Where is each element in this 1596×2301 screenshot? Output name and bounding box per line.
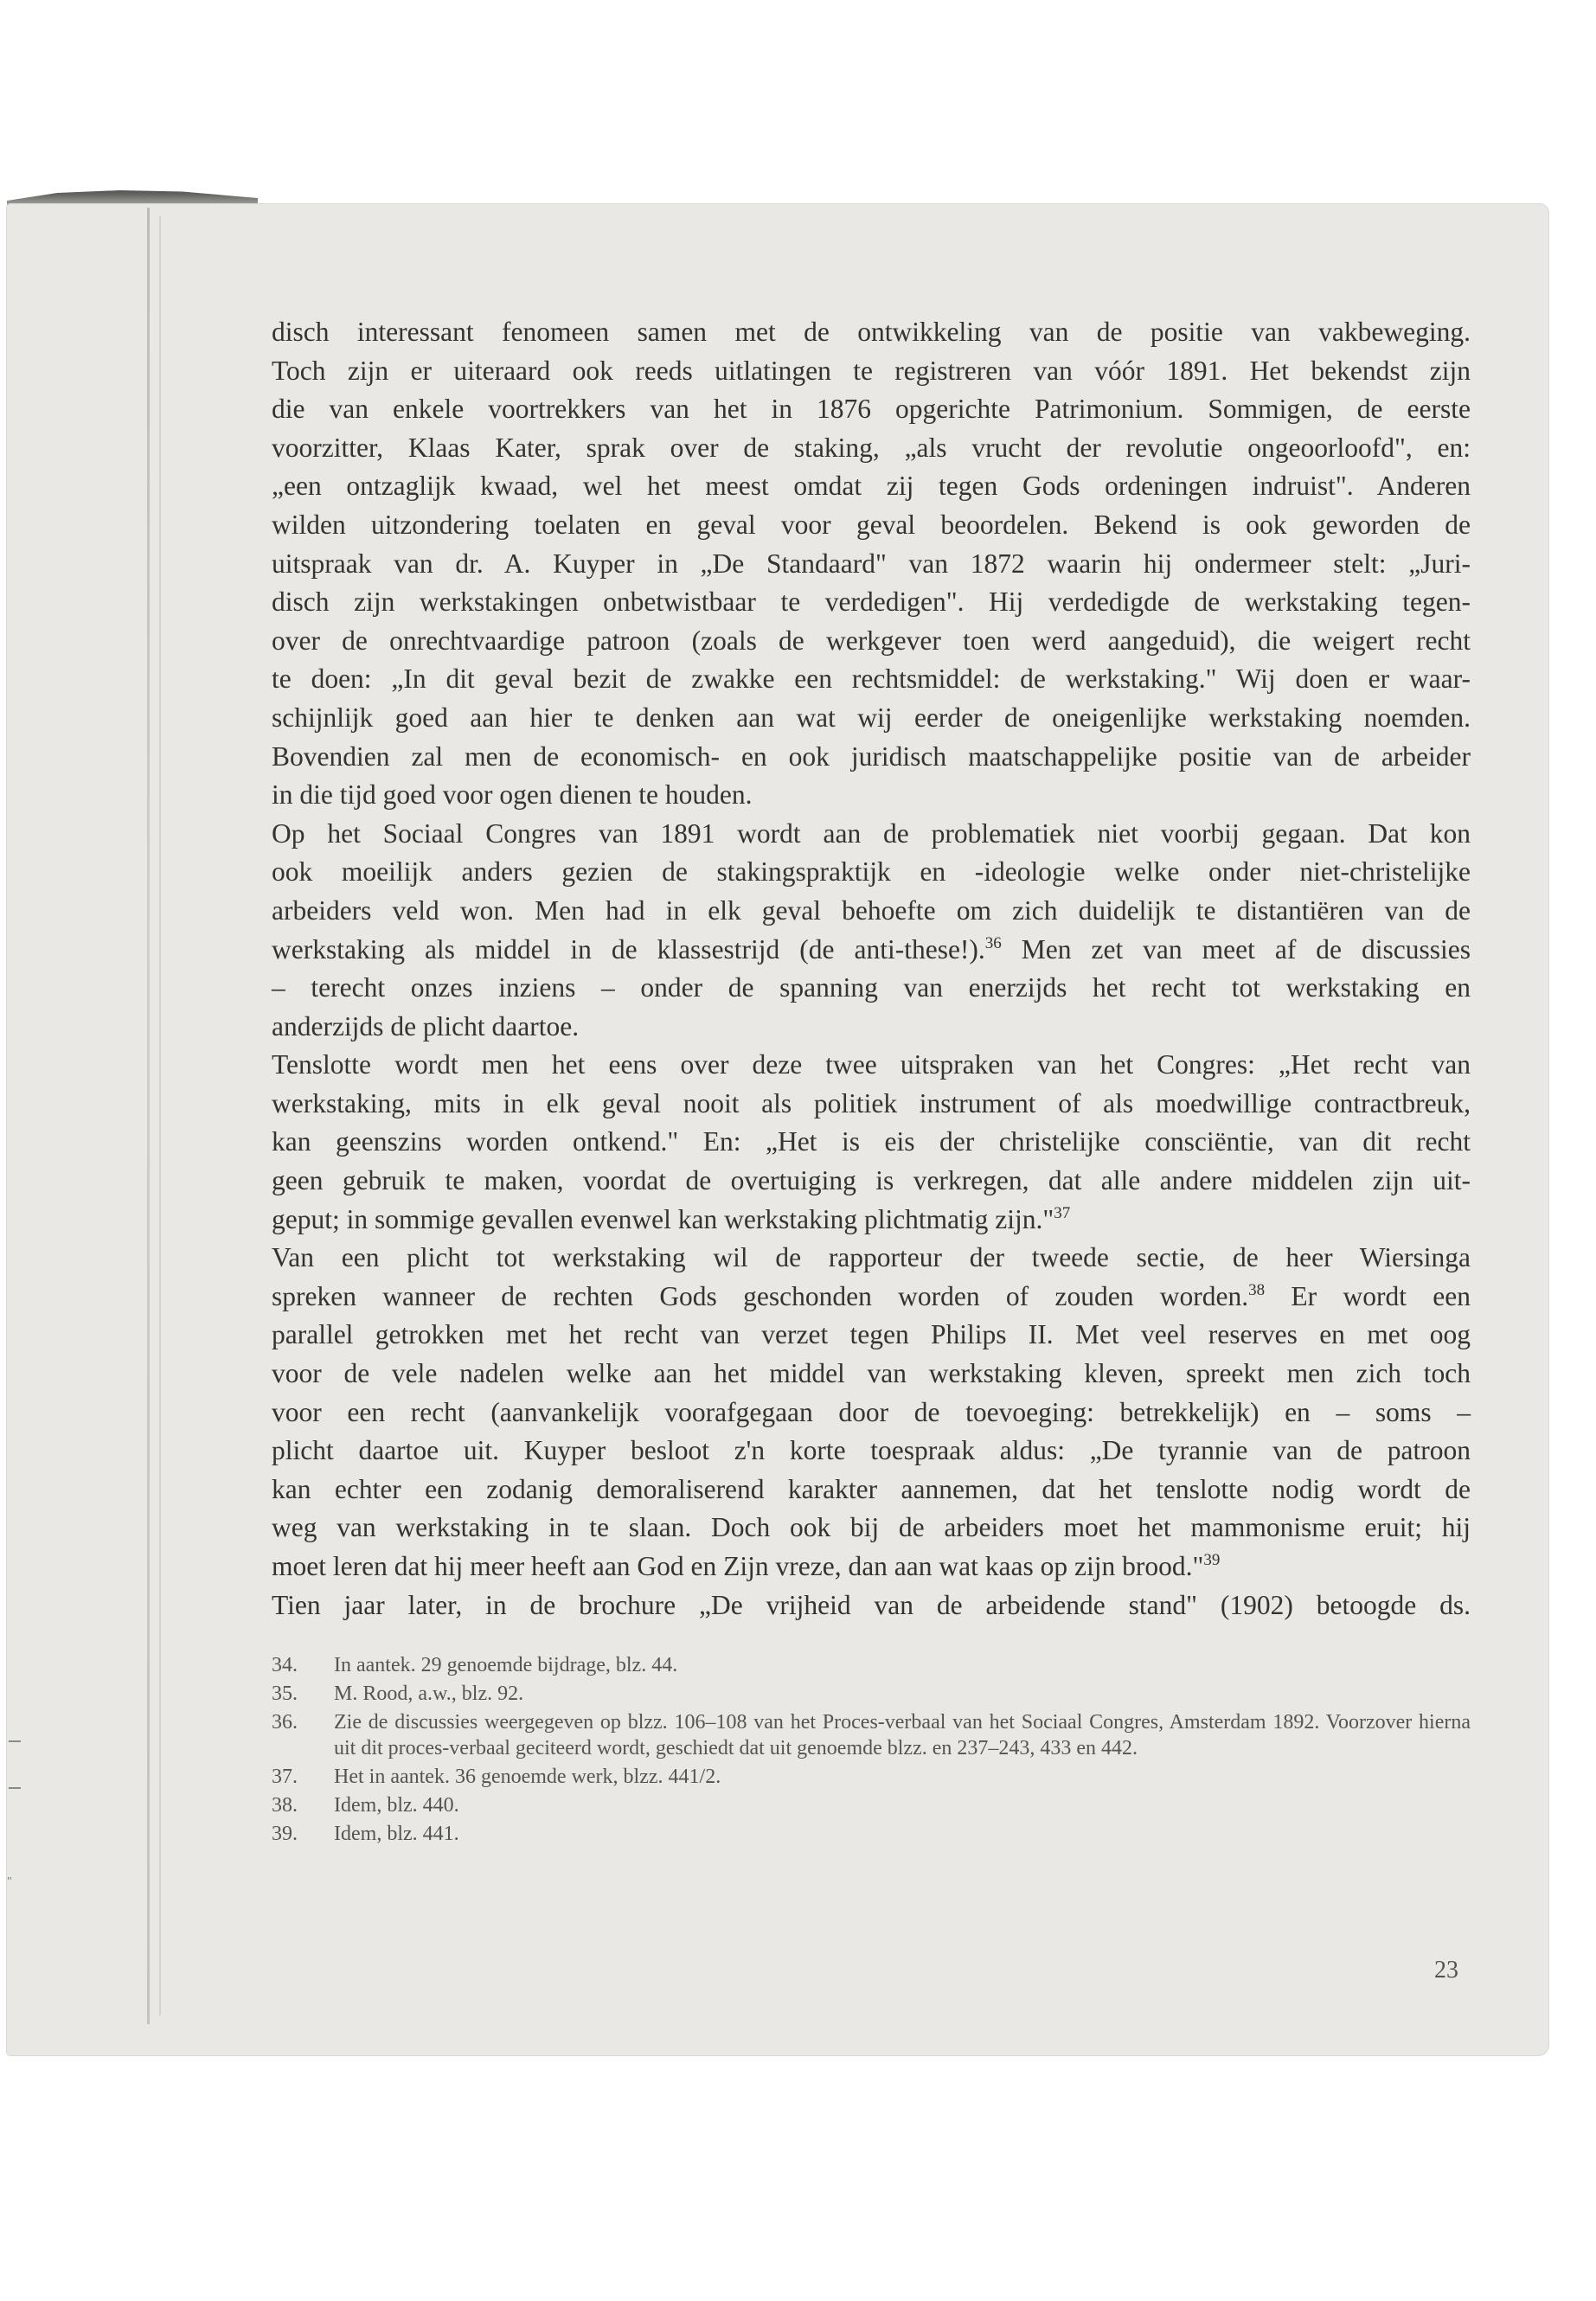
text-line: geen gebruik te maken, voordat de overtuiging is verkregen, dat alle andere middelen zijn uit-: [272, 1165, 1471, 1196]
text-line: schijnlijk goed aan hier te denken aan wat wij eerder de oneigenlijke werkstaking noemden.: [272, 702, 1471, 733]
footnote-36: [272, 1709, 1471, 1761]
margin-mark: ": [7, 1875, 12, 1888]
margin-tick: [9, 1740, 21, 1742]
text-line: anderzijds de plicht daartoe.: [272, 1010, 580, 1042]
text-line: die van enkele voortrekkers van het in 1876 opgerichte Patrimonium. Sommigen, de eerste: [272, 394, 1471, 425]
text-line: [272, 1278, 1471, 1317]
footnotes: [272, 1652, 1471, 1849]
text-segment: Er wordt een: [1265, 1280, 1471, 1311]
text-line: kan echter een zodanig demoraliserend karakter aannemen, dat het tenslotte nodig wordt de: [272, 1473, 1471, 1504]
footnote-number: 35.: [272, 1682, 298, 1705]
footnote-34: [272, 1652, 1471, 1678]
text-line: [272, 931, 1471, 970]
text-segment: Men zet van meet af de discussies: [1001, 933, 1471, 965]
footnote-number: 34.: [272, 1654, 298, 1676]
text-line: disch interessant fenomeen samen met de ontwikkeling van de positie van vakbeweging.: [272, 317, 1471, 347]
text-line: – terecht onzes inziens – onder de spanning van enerzijds het recht tot werkstaking en: [272, 972, 1471, 1003]
footnote-37: [272, 1764, 1471, 1790]
text-line: ook moeilijk anders gezien de stakingspraktijk en -ideologie welke onder niet-christelijke: [272, 856, 1471, 888]
text-line: in die tijd goed voor ogen dienen te houden.: [272, 779, 753, 811]
footnote-text: Het in aantek. 36 genoemde werk, blzz. 441/2.: [334, 1766, 721, 1788]
text-line: Tenslotte wordt men het eens over deze twee uitspraken van het Congres: „Het recht van: [272, 1049, 1471, 1080]
margin-tick: [9, 1787, 21, 1789]
text-line: Toch zijn er uiteraard ook reeds uitlatingen te registreren van vóór 1891. Het bekendst zijn: [272, 355, 1471, 386]
text-line: werkstaking, mits in elk geval nooit als politiek instrument of als moedwillige contractbreuk,: [272, 1087, 1471, 1118]
text-line: [272, 1548, 1471, 1586]
text-segment: geput; in sommige gevallen evenwel kan werkstaking plichtmatig zijn.": [272, 1203, 1054, 1234]
text-line: [272, 1201, 1471, 1240]
text-segment: spreken wanneer de rechten Gods geschonden worden of zouden worden.: [272, 1280, 1249, 1311]
text-line: over de onrechtvaardige patroon (zoals de werkgever toen werd aangeduid), die weigert recht: [272, 625, 1471, 656]
text-line: Op het Sociaal Congres van 1891 wordt aan de problematiek niet voorbij gegaan. Dat kon: [272, 817, 1471, 849]
footnote-38: [272, 1792, 1471, 1818]
footnote-number: 38.: [272, 1794, 298, 1817]
text-line: parallel getrokken met het recht van verzet tegen Philips II. Met veel reserves en met oog: [272, 1319, 1471, 1350]
text-line: Tien jaar later, in de brochure „De vrijheid van de arbeidende stand" (1902) betoogde ds.: [272, 1589, 1471, 1620]
footnote-text: Idem, blz. 440.: [334, 1794, 459, 1817]
text-line: plicht daartoe uit. Kuyper besloot z'n korte toespraak aldus: „De tyrannie van de patroon: [272, 1435, 1471, 1466]
footnote-text: In aantek. 29 genoemde bijdrage, blz. 44.: [334, 1654, 678, 1676]
text-line: kan geenszins worden ontkend." En: „Het is eis der christelijke consciëntie, van dit recht: [272, 1126, 1471, 1157]
footnote-text: Zie de discussies weergegeven op blzz. 106–108 van het Proces-verbaal van het Sociaal Congres, Amsterdam 1892. Voorzover hierna uit dit proces-verbaal geciteerd wordt, geschiedt dat uit genoemde blzz. en 237–243, 433 en 442.: [334, 1711, 1471, 1759]
footnote-ref-36: 36: [984, 933, 1002, 952]
text-line: „een ontzaglijk kwaad, wel het meest omdat zij tegen Gods ordeningen indruist". Anderen: [272, 471, 1471, 502]
footnote-number: 36.: [272, 1711, 298, 1734]
text-line: uitspraak van dr. A. Kuyper in „De Standaard" van 1872 waarin hij ondermeer stelt: „Juri-: [272, 548, 1471, 579]
page-fold: [147, 208, 150, 2024]
footnote-ref-39: 39: [1203, 1551, 1221, 1569]
text-segment: werkstaking als middel in de klassestrijd (de anti-these!).: [272, 933, 985, 965]
footnote-ref-38: 38: [1248, 1280, 1266, 1299]
footnote-text: M. Rood, a.w., blz. 92.: [334, 1682, 524, 1705]
text-line: voor een recht (aanvankelijk voorafgegaan door de toevoeging: betrekkelijk) en – soms –: [272, 1396, 1471, 1427]
page-fold-shadow: [159, 216, 161, 2016]
footnote-ref-37: 37: [1054, 1203, 1071, 1222]
text-line: voorzitter, Klaas Kater, sprak over de staking, „als vrucht der revolutie ongeoorloofd", en:: [272, 432, 1471, 463]
text-line: voor de vele nadelen welke aan het middel van werkstaking kleven, spreekt men zich toch: [272, 1358, 1471, 1389]
text-line: arbeiders veld won. Men had in elk geval behoefte om zich duidelijk te distantiëren van de: [272, 894, 1471, 926]
body-text: [272, 313, 1471, 1625]
text-segment: moet leren dat hij meer heeft aan God en Zijn vreze, dan aan wat kaas op zijn brood.": [272, 1551, 1204, 1581]
footnote-number: 37.: [272, 1766, 298, 1788]
text-line: weg van werkstaking in te slaan. Doch ook bij de arbeiders moet het mammonisme eruit; hij: [272, 1512, 1471, 1543]
footnote-35: [272, 1681, 1471, 1707]
page-number: 23: [1434, 1957, 1458, 1984]
footnote-number: 39.: [272, 1823, 298, 1845]
footnote-39: [272, 1821, 1471, 1847]
footnote-text: Idem, blz. 441.: [334, 1823, 459, 1845]
text-line: wilden uitzondering toelaten en geval voor geval beoordelen. Bekend is ook geworden de: [272, 509, 1471, 540]
text-line: te doen: „In dit geval bezit de zwakke een rechtsmiddel: de werkstaking." Wij doen er waar-: [272, 663, 1471, 695]
text-line: disch zijn werkstakingen onbetwistbaar te verdedigen". Hij verdedigde de werkstaking tegen-: [272, 586, 1471, 618]
text-line: Bovendien zal men de economisch- en ook juridisch maatschappelijke positie van de arbeider: [272, 740, 1471, 772]
text-line: Van een plicht tot werkstaking wil de rapporteur der tweede sectie, de heer Wiersinga: [272, 1242, 1471, 1273]
